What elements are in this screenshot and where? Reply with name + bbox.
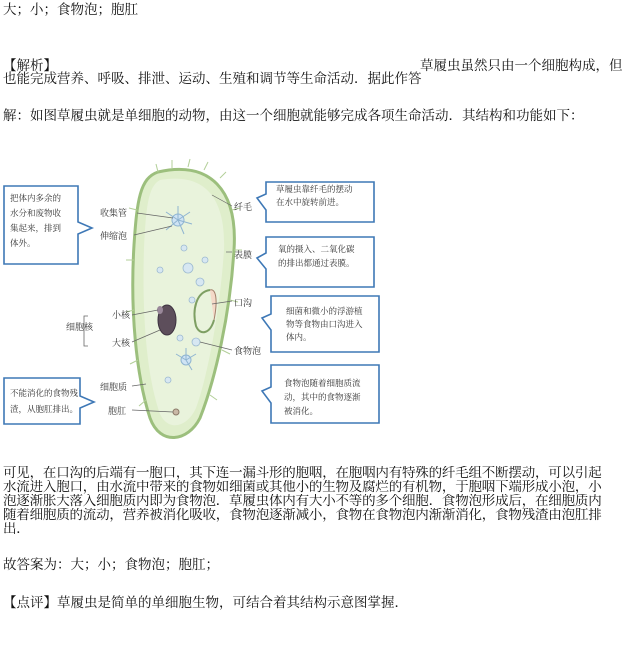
svg-text:不能消化的食物残: 不能消化的食物残 [10,389,79,399]
label-nucleus: 细胞核 [66,323,94,333]
label-cytoplasm: 细胞质 [100,383,128,393]
explanation-line-2: 水流进入胞口，由水流中带来的食物如细菌或其他小的生物及腐烂的有机物，于胞咽下端形成小泡，小 [3,480,602,494]
svg-text:把体内多余的: 把体内多余的 [10,194,62,204]
label-pellicle: 表膜 [234,251,253,261]
explanation-line-4: 随着细胞质的流动，营养被消化吸收，食物泡逐渐减小，食物在食物泡内渐渐消化，食物残渣由泡肛排 [3,508,602,522]
label-collecting-duct: 收集管 [100,209,128,219]
answer-line-top: 大；小；食物泡；胞肛 [3,2,138,18]
review-tag: 【点评】 [3,595,57,611]
label-food-vacuole: 食物泡 [234,347,262,357]
label-cilia: 纤毛 [234,203,253,213]
analysis-line1: 草履虫虽然只由一个细胞构成，但 [420,58,623,74]
svg-text:细菌和微小的浮游植: 细菌和微小的浮游植 [286,307,363,317]
explanation-paragraph [3,466,627,536]
review-text: 草履虫是简单的单细胞生物，可结合着其结构示意图掌握． [57,595,408,611]
paramecium-diagram [0,150,400,450]
svg-text:体内。: 体内。 [286,333,312,343]
svg-text:氧的摄入、二氧化碳: 氧的摄入、二氧化碳 [278,245,355,255]
label-oral-groove: 口沟 [234,299,253,309]
svg-text:在水中旋转前进。: 在水中旋转前进。 [276,198,345,208]
svg-text:渣，从胞肛排出。: 渣，从胞肛排出。 [10,405,79,415]
explanation-line-5: 出． [3,522,30,536]
svg-text:被消化。: 被消化。 [284,407,319,417]
final-answer: 故答案为：大；小；食物泡；胞肛； [3,557,219,573]
analysis-line2: 也能完成营养、呼吸、排泄、运动、生殖和调节等生命活动．据此作答 [3,71,422,87]
svg-text:的排出都通过表膜。: 的排出都通过表膜。 [278,259,355,269]
svg-text:集起来，排到: 集起来，排到 [10,224,62,234]
solution-intro: 解：如图草履虫就是单细胞的动物，由这一个细胞就能够完成各项生命活动．其结构和功能如下： [3,108,584,124]
review-line [3,595,408,611]
anal-pore-shape [173,409,179,415]
svg-text:草履虫靠纤毛的摆动: 草履虫靠纤毛的摆动 [276,185,353,195]
svg-text:动，其中的食物逐渐: 动，其中的食物逐渐 [284,393,361,403]
svg-text:体外。: 体外。 [10,239,36,249]
label-contractile-vacuole: 伸缩泡 [100,232,128,242]
label-anal-pore: 胞肛 [108,407,127,417]
label-micronucleus: 小核 [112,311,131,321]
explanation-line-3: 泡逐渐胀大落入细胞质内即为食物泡．草履虫体内有大小不等的多个细胞．食物泡形成后，在细胞质内 [3,494,602,508]
label-macronucleus: 大核 [112,339,131,349]
explanation-line-1: 可见，在口沟的后端有一胞口，其下连一漏斗形的胞咽，在胞咽内有特殊的纤毛组不断摆动，可以引起 [3,466,602,480]
analysis-tag: 【解析】 [3,58,57,74]
svg-text:水分和废物收: 水分和废物收 [10,209,62,219]
svg-text:食物泡随着细胞质流: 食物泡随着细胞质流 [284,379,361,389]
waste-box [4,378,94,424]
svg-text:物等食物由口沟进入: 物等食物由口沟进入 [286,320,363,330]
